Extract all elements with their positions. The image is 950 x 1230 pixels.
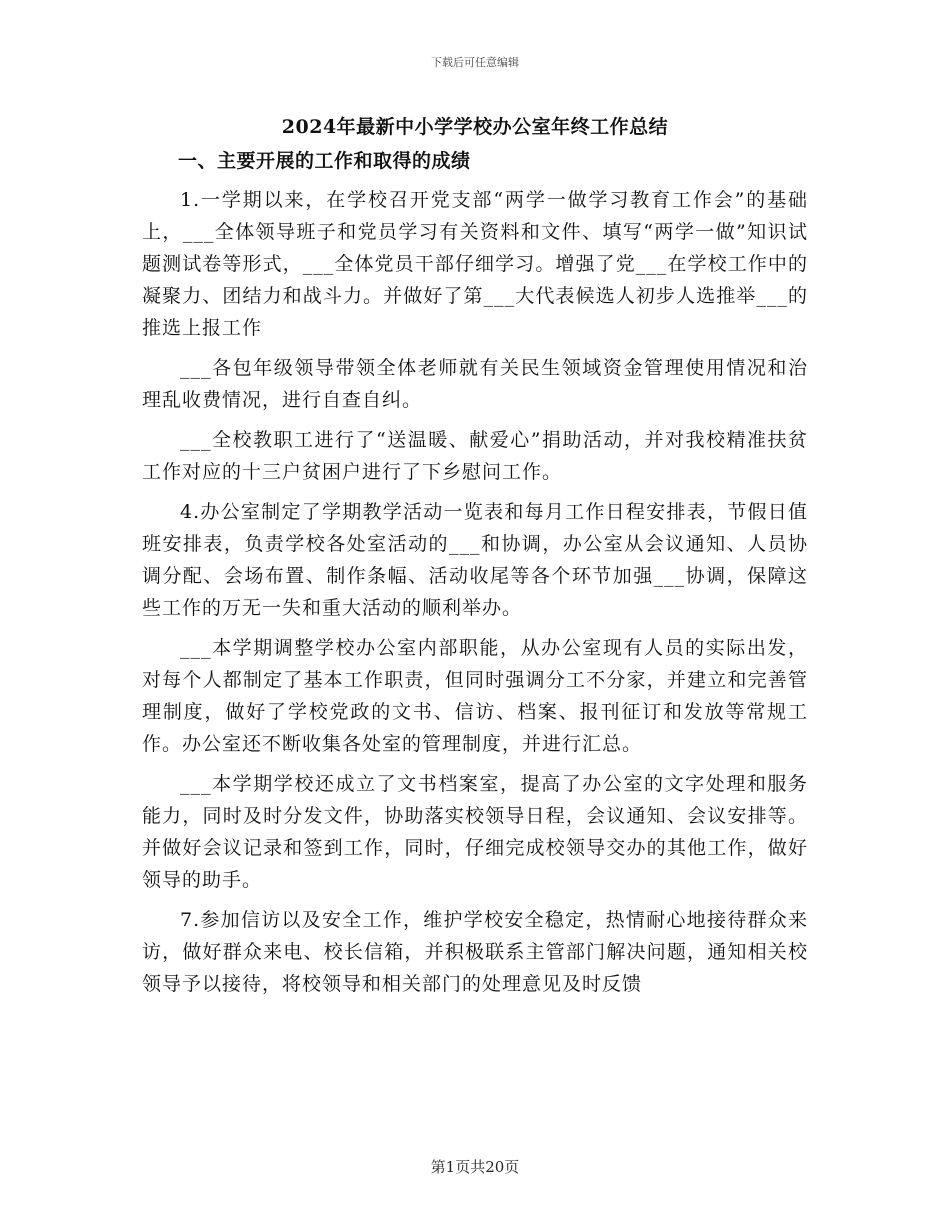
document-title: 2024年最新中小学学校办公室年终工作总结 bbox=[281, 116, 669, 138]
paragraph-1: 1.一学期以来，在学校召开党支部“两学一做学习教育工作会”的基础上，___全体领导班子和党员学习有关资料和文件、填写“两学一做”知识试题测试卷等形式，___全体党员干部仔细学习。增强了党___在学校工作中的凝聚力、团结力和战斗力。并做好了第___大代表候选人初步人选推举___的推选上报工作 bbox=[142, 189, 808, 339]
paragraph-7: 7.参加信访以及安全工作，维护学校安全稳定，热情耐心地接待群众来访，做好群众来电、校长信箱，并积极联系主管部门解决问题，通知相关校领导予以接待，将校领导和相关部门的处理意见及时反馈 bbox=[142, 909, 808, 995]
paragraph-5: ___本学期调整学校办公室内部职能，从办公室现有人员的实际出发，对每个人都制定了基本工作职责，但同时强调分工不分家，并建立和完善管理制度，做好了学校党政的文书、信访、档案、报刊征订和发放等常规工作。办公室还不断收集各处室的管理制度，并进行汇总。 bbox=[142, 637, 808, 755]
header-note: 下载后可任意编辑 bbox=[431, 56, 519, 69]
paragraph-3: ___全校教职工进行了“送温暖、献爱心”捐助活动，并对我校精准扶贫工作对应的十三户贫困户进行了下乡慰问工作。 bbox=[142, 429, 808, 483]
paragraph-4: 4.办公室制定了学期教学活动一览表和每月工作日程安排表，节假日值班安排表，负责学校各处室活动的___和协调，办公室从会议通知、人员协调分配、会场布置、制作条幅、活动收尾等各个环节加强___协调，保障这些工作的万无一失和重大活动的顺利举办。 bbox=[142, 501, 808, 619]
section-heading: 一、主要开展的工作和取得的成绩 bbox=[178, 150, 471, 172]
document-body bbox=[142, 108, 808, 1008]
page-footer: 第1页共20页 bbox=[430, 1158, 520, 1176]
paragraph-2: ___各包年级领导带领全体老师就有关民生领域资金管理使用情况和治理乱收费情况，进行自查自纠。 bbox=[142, 357, 808, 411]
paragraph-6: ___本学期学校还成立了文书档案室，提高了办公室的文字处理和服务能力，同时及时分发文件，协助落实校领导日程，会议通知、会议安排等。并做好会议记录和签到工作，同时，仔细完成校领导交办的其他工作，做好领导的助手。 bbox=[142, 773, 808, 891]
